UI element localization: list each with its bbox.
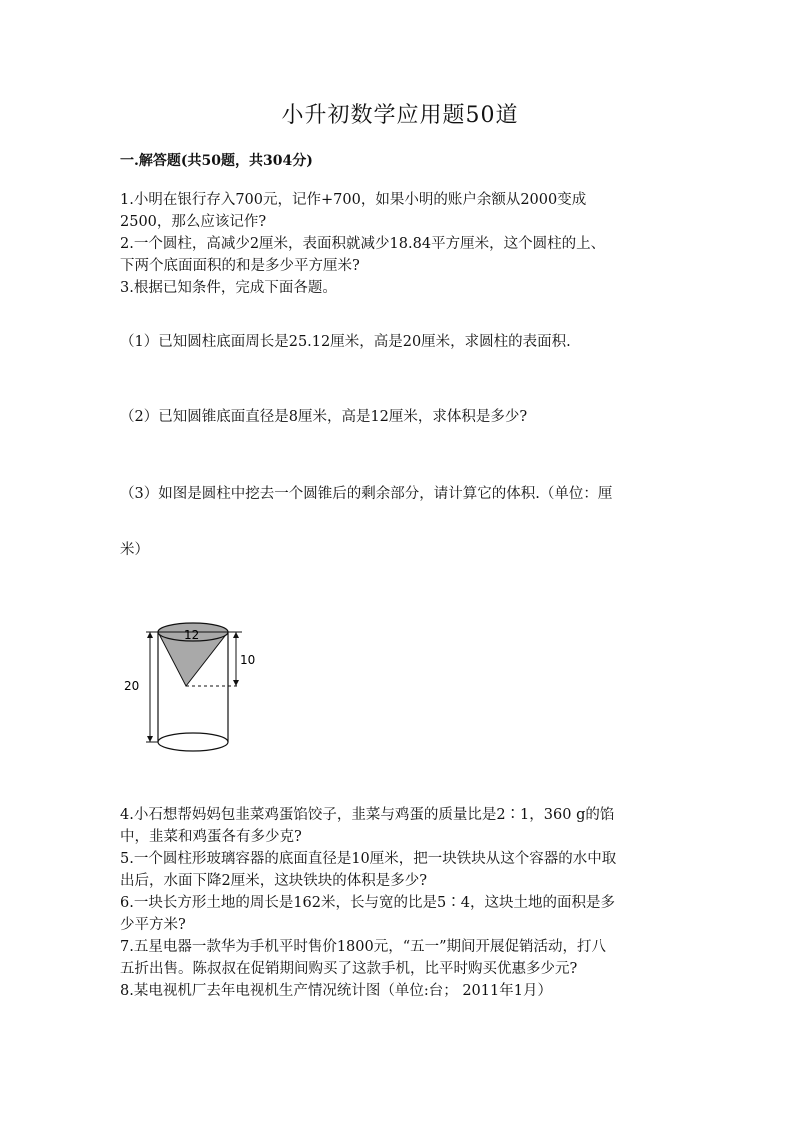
question-7-line-2: 五折出售。陈叔叔在促销期间购买了这款手机，比平时购买优惠多少元? [120,961,578,977]
question-6-line-2: 少平方米? [120,917,186,933]
question-6-line-1: 6.一块长方形土地的周长是162米，长与宽的比是5∶4，这块土地的面积是多 [120,895,615,911]
diameter-label: 12 [184,628,200,642]
cylinder-height-label: 20 [124,679,140,693]
cone-height-arrow-bottom [233,680,239,686]
question-3-part-3-line-1: （3）如图是圆柱中挖去一个圆锥后的剩余部分，请计算它的体积.（单位：厘 [120,486,613,502]
question-1-line-2: 2500，那么应该记作? [120,214,267,230]
question-3-part-2: （2）已知圆锥底面直径是8厘米，高是12厘米，求体积是多少? [120,409,528,425]
cylinder-height-arrow-top [147,632,153,638]
cone-height-label: 10 [240,653,256,667]
question-5-line-1: 5.一个圆柱形玻璃容器的底面直径是10厘米，把一块铁块从这个容器的水中取 [120,851,617,867]
cone-height-arrow-top [233,632,239,638]
question-4-line-1: 4.小石想帮妈妈包韭菜鸡蛋馅饺子，韭菜与鸡蛋的质量比是2∶1，360 g的馅 [120,807,615,823]
question-4-line-2: 中，韭菜和鸡蛋各有多少克? [120,829,302,845]
question-2-line-1: 2.一个圆柱，高减少2厘米，表面积就减少18.84平方厘米，这个圆柱的上、 [120,236,606,252]
cylinder-height-arrow-bottom [147,736,153,742]
question-2-line-2: 下两个底面面积的和是多少平方厘米? [120,258,360,274]
cylinder-bottom-ellipse [158,733,228,751]
question-3-part-1: （1）已知圆柱底面周长是25.12厘米，高是20厘米，求圆柱的表面积. [120,334,571,350]
page-title: 小升初数学应用题50道 [281,103,519,128]
section-heading: 一.解答题(共50题，共304分) [120,153,313,169]
question-3: 3.根据已知条件，完成下面各题。 [120,280,337,296]
question-5-line-2: 出后，水面下降2厘米，这块铁块的体积是多少? [120,873,427,889]
question-7-line-1: 7.五星电器一款华为手机平时售价1800元，“五一”期间开展促销活动，打八 [120,939,607,955]
question-1-line-1: 1.小明在银行存入700元，记作+700，如果小明的账户余额从2000变成 [120,192,587,208]
question-3-part-3-line-2: 米） [120,542,149,558]
cylinder-cone-figure [118,612,268,762]
question-8: 8.某电视机厂去年电视机生产情况统计图（单位:台； 2011年1月） [120,983,552,999]
